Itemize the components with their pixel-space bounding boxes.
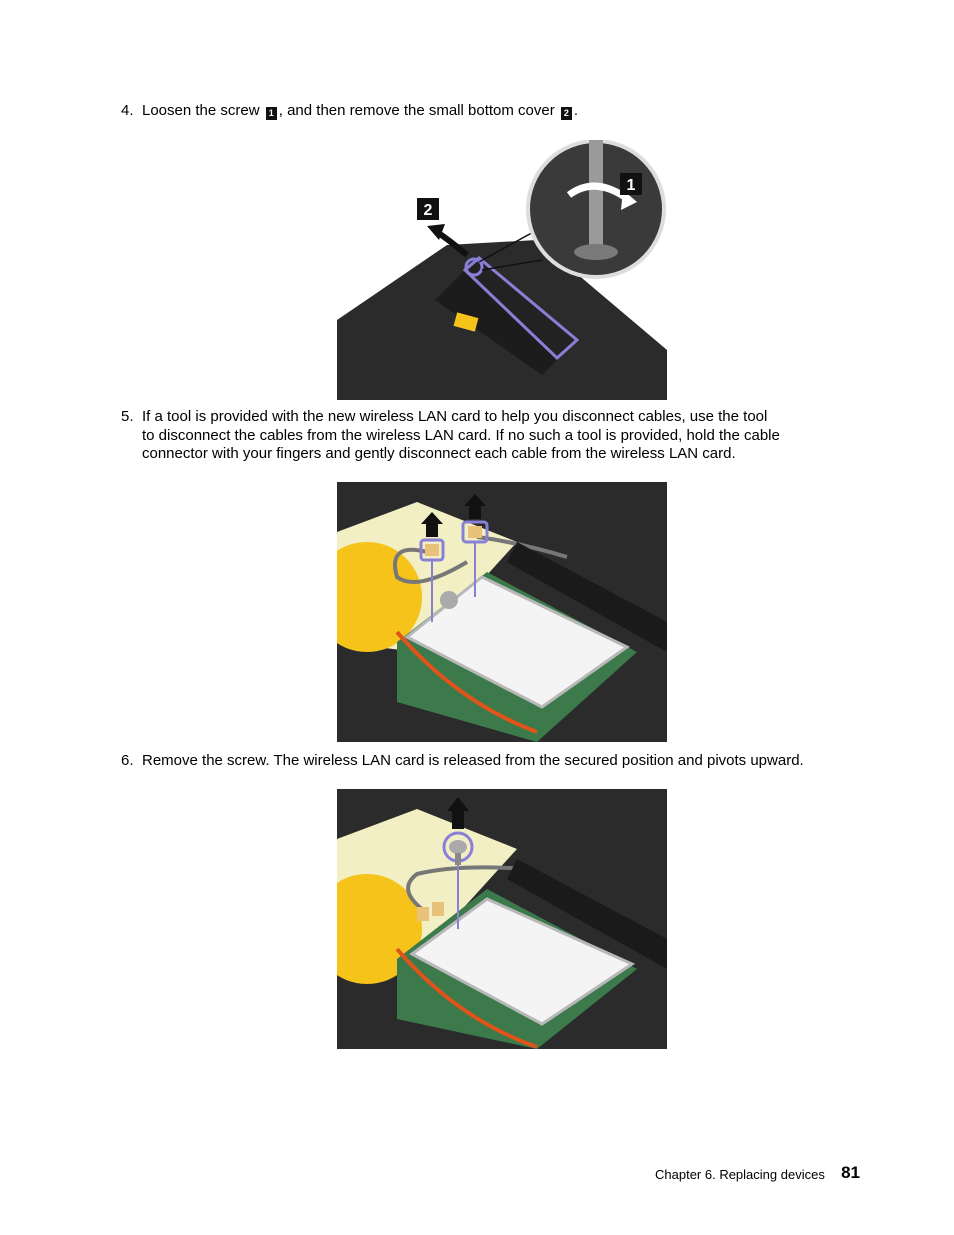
step-text: Loosen the screw 1 , and then remove the small bottom cover 2 . [142, 102, 579, 119]
step-number: 5. [121, 408, 134, 425]
screw-head [574, 244, 618, 260]
figure-2-illustration [337, 482, 667, 742]
page-number: 81 [841, 1163, 860, 1182]
step-number: 6. [121, 752, 134, 769]
figure-disconnect-cables [337, 482, 667, 742]
step-4 [121, 102, 578, 121]
svg-text:2: 2 [423, 202, 433, 219]
callout-1: 1 [266, 107, 277, 120]
page-footer [655, 1165, 860, 1185]
screwdriver [589, 140, 603, 245]
figure-3-illustration [337, 789, 667, 1049]
svg-text:1: 1 [626, 177, 636, 194]
step-6 [121, 752, 804, 771]
figure-remove-screw [337, 789, 667, 1049]
screw [449, 840, 467, 854]
step-number: 4. [121, 102, 134, 119]
step-5 [121, 408, 780, 464]
figure-remove-bottom-cover [337, 140, 667, 400]
chapter-title: Chapter 6. Replacing devices [655, 1167, 825, 1182]
callout-2: 2 [561, 107, 572, 120]
step-text: Remove the screw. The wireless LAN card is released from the secured position and pivots upward. [142, 752, 804, 769]
figure-1-illustration [337, 140, 667, 400]
step-text: If a tool is provided with the new wireless LAN card to help you disconnect cables, use the tool to disconnect the cables from the wireless LAN card. If no such a tool is provided, hold the cable connector with your fingers and gently disconnect each cable from the wireless LAN card. [142, 408, 780, 462]
screw [440, 591, 458, 609]
